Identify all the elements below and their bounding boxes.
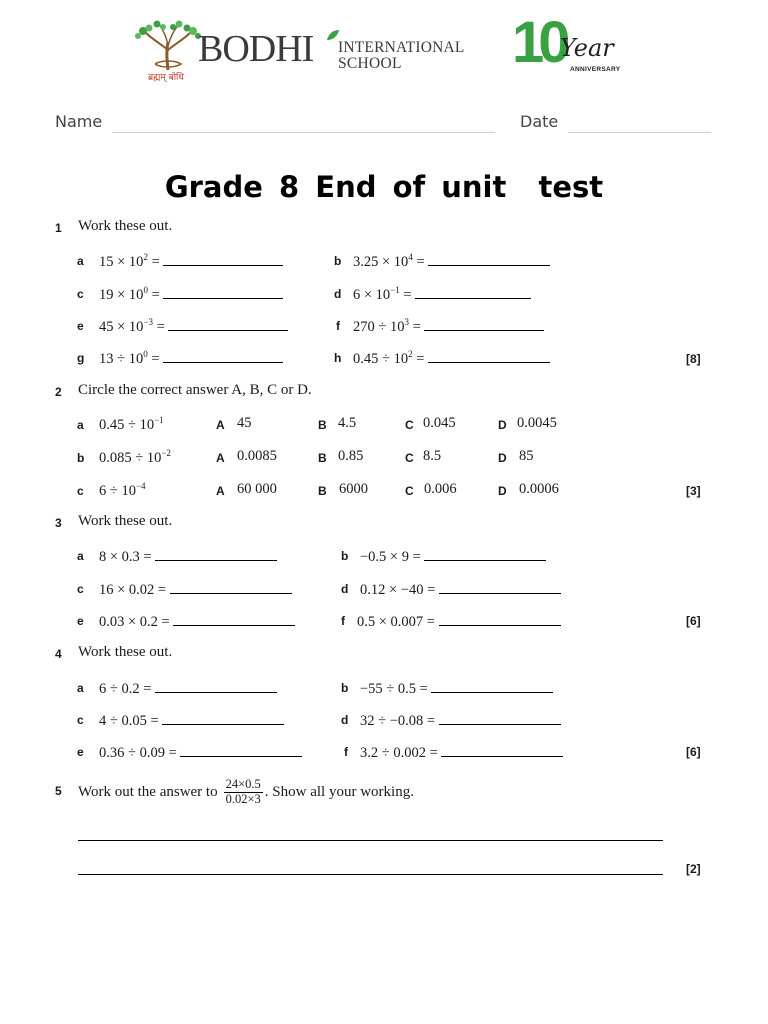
option-a[interactable]: 60 000: [237, 481, 277, 497]
item-letter: e: [77, 614, 84, 628]
name-label: Name: [55, 112, 103, 131]
school-logo-line1: INTERNATIONAL: [338, 39, 465, 56]
item-letter: f: [341, 614, 345, 628]
item-letter: g: [77, 351, 85, 365]
answer-blank[interactable]: [439, 579, 561, 594]
anniversary-word: Year: [560, 34, 614, 62]
question-number: 3: [55, 516, 62, 530]
answer-blank[interactable]: [428, 348, 550, 363]
answer-blank[interactable]: [155, 678, 277, 693]
marks-label: [6]: [686, 745, 701, 759]
option-c[interactable]: 8.5: [423, 448, 442, 464]
item-expression: 32 ÷ −0.08 =: [360, 710, 561, 730]
answer-blank[interactable]: [163, 251, 283, 266]
item-letter: a: [77, 418, 84, 432]
name-field[interactable]: [112, 132, 495, 133]
item-letter: c: [77, 713, 84, 727]
date-label: Date: [520, 112, 559, 131]
tree-logo-icon: [133, 20, 203, 72]
date-field[interactable]: [568, 132, 711, 133]
item-letter: d: [341, 582, 349, 596]
item-expression: $270 \div 10^3$ =: [353, 316, 544, 336]
option-d[interactable]: 85: [519, 448, 534, 464]
answer-blank[interactable]: [162, 710, 284, 725]
option-c[interactable]: 0.006: [424, 481, 457, 497]
marks-label: [2]: [686, 862, 701, 876]
item-expression: $45 \times 10^{-3}$ =: [99, 316, 288, 336]
option-letter: C: [405, 484, 414, 498]
item-expression: $15 \times 10^2$ =: [99, 251, 283, 271]
school-logo-name: BODHI: [198, 28, 314, 70]
item-letter: b: [77, 451, 85, 465]
item-letter: b: [334, 254, 342, 268]
option-a[interactable]: 45: [237, 415, 252, 431]
item-expression: $0.085 \div 10^{-2}$: [99, 448, 171, 466]
item-expression: $0.45 \div 10^{-1}$: [99, 415, 164, 433]
question-text: Work these out.: [78, 513, 173, 529]
page-title: Grade 8 End of unit test: [164, 170, 604, 204]
item-expression: $6 \div 10^{-4}$: [99, 481, 146, 499]
question-number: 4: [55, 647, 62, 661]
option-a[interactable]: 0.0085: [237, 448, 277, 464]
item-expression: −55 ÷ 0.5 =: [360, 678, 553, 698]
item-expression: $3.25 \times 10^4$ =: [353, 251, 550, 271]
item-expression: 6 ÷ 0.2 =: [99, 678, 277, 698]
option-letter: C: [405, 451, 414, 465]
marks-label: [3]: [686, 484, 701, 498]
item-letter: b: [341, 681, 349, 695]
fraction: $\frac{24\times 0.5}{0.02\times 3}$: [225, 776, 261, 806]
item-letter: f: [336, 319, 340, 333]
option-b[interactable]: 6000: [339, 481, 368, 497]
item-expression: $19 \times 10^0$ =: [99, 284, 283, 304]
option-letter: D: [498, 484, 507, 498]
option-d[interactable]: 0.0045: [517, 415, 557, 431]
question-text: Work out the answer to $\frac{24\times 0.5}{0.02\times 3}$ . Show all your working.: [78, 776, 414, 806]
item-expression: 16 × 0.02 =: [99, 579, 292, 599]
item-letter: f: [344, 745, 348, 759]
answer-blank[interactable]: [155, 546, 277, 561]
question-text: Work these out.: [78, 218, 173, 234]
item-expression: 0.36 ÷ 0.09 =: [99, 742, 302, 762]
question-text: Circle the correct answer A, B, C or D.: [78, 382, 312, 398]
question-number: 5: [55, 784, 62, 798]
school-logo-motto: ब्रह्मम् बोधि: [148, 73, 184, 83]
answer-blank[interactable]: [428, 251, 550, 266]
item-expression: 3.2 ÷ 0.002 =: [360, 742, 563, 762]
item-letter: d: [334, 287, 342, 301]
item-letter: d: [341, 713, 349, 727]
item-letter: c: [77, 484, 84, 498]
question-number: 1: [55, 221, 62, 235]
answer-blank[interactable]: [180, 742, 302, 757]
item-letter: e: [77, 745, 84, 759]
option-letter: B: [318, 451, 327, 465]
anniversary-number: 10: [512, 10, 565, 75]
option-letter: C: [405, 418, 414, 432]
marks-label: [8]: [686, 352, 701, 366]
working-line[interactable]: [78, 840, 663, 841]
answer-blank[interactable]: [441, 742, 563, 757]
item-letter: c: [77, 582, 84, 596]
item-letter: a: [77, 254, 84, 268]
option-letter: A: [216, 451, 225, 465]
question-number: 2: [55, 385, 62, 399]
item-letter: b: [341, 549, 349, 563]
item-expression: 0.5 × 0.007 =: [357, 611, 561, 631]
item-letter: h: [334, 351, 342, 365]
item-letter: a: [77, 681, 84, 695]
item-letter: e: [77, 319, 84, 333]
option-b[interactable]: 0.85: [338, 448, 364, 464]
answer-blank[interactable]: [168, 316, 288, 331]
item-expression: 8 × 0.3 =: [99, 546, 277, 566]
question-text: Work these out.: [78, 644, 173, 660]
option-letter: A: [216, 418, 225, 432]
answer-blank[interactable]: [163, 284, 283, 299]
item-expression: $13 \div 10^0$ =: [99, 348, 283, 368]
item-letter: a: [77, 549, 84, 563]
option-letter: B: [318, 484, 327, 498]
item-letter: c: [77, 287, 84, 301]
item-expression: $0.45 \div 10^2$ =: [353, 348, 550, 368]
school-logo-line2: SCHOOL: [338, 55, 402, 72]
option-letter: A: [216, 484, 225, 498]
option-letter: D: [498, 418, 507, 432]
option-letter: D: [498, 451, 507, 465]
option-d[interactable]: 0.0006: [519, 481, 559, 497]
option-c[interactable]: 0.045: [423, 415, 456, 431]
item-expression: 0.03 × 0.2 =: [99, 611, 295, 631]
anniversary-subtitle: ANNIVERSARY: [570, 66, 621, 73]
answer-blank[interactable]: [431, 678, 553, 693]
answer-blank[interactable]: [439, 611, 561, 626]
answer-blank[interactable]: [424, 546, 546, 561]
answer-blank[interactable]: [439, 710, 561, 725]
item-expression: −0.5 × 9 =: [360, 546, 546, 566]
item-expression: 0.12 × −40 =: [360, 579, 561, 599]
answer-blank[interactable]: [170, 579, 292, 594]
answer-blank[interactable]: [173, 611, 295, 626]
option-letter: B: [318, 418, 327, 432]
item-expression: 4 ÷ 0.05 =: [99, 710, 284, 730]
marks-label: [6]: [686, 614, 701, 628]
answer-blank[interactable]: [415, 284, 531, 299]
option-b[interactable]: 4.5: [338, 415, 357, 431]
working-line[interactable]: [78, 874, 663, 875]
answer-blank[interactable]: [424, 316, 544, 331]
answer-blank[interactable]: [163, 348, 283, 363]
item-expression: $6 \times 10^{-1}$ =: [353, 284, 531, 304]
